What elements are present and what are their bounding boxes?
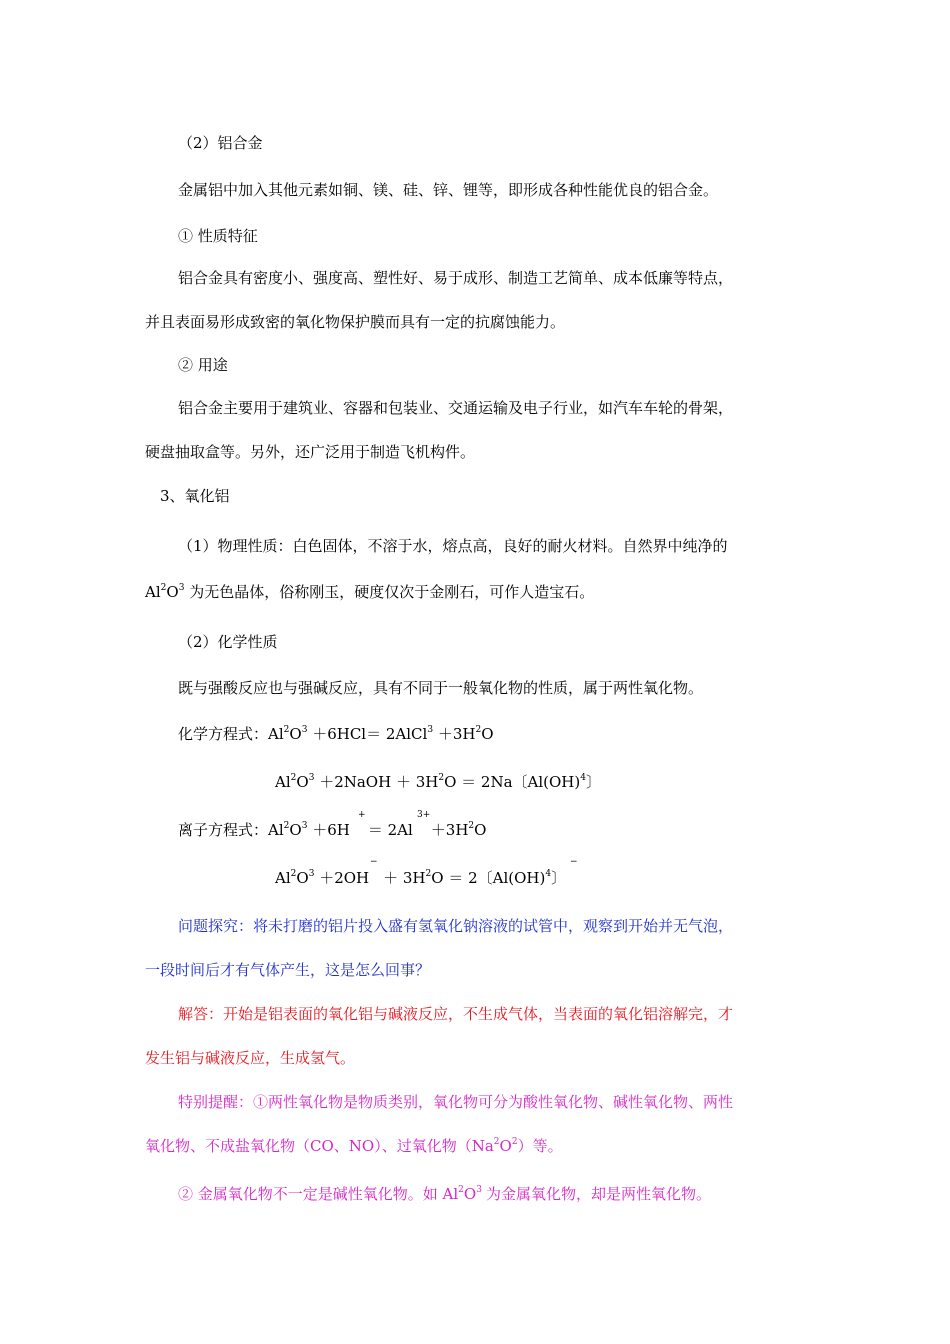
charge-al-3plus: 3+ [417, 810, 431, 820]
ionic-equation-2: $Al^2O^3 +2OH + 3H^2O = 2$〔Al(OH)$^4$〕 [275, 869, 567, 887]
paragraph-uses-1: 铝合金主要用于建筑业、容器和包装业、交通运输及电子行业，如汽车车轮的骨架， [178, 399, 734, 417]
paragraph-physical-1: （1）物理性质：白色固体，不溶于水，熔点高，良好的耐火材料。自然界中纯净的 [178, 537, 728, 555]
chemical-equation-1: 化学方程式：$Al^2O^3 +6HCl=$ 2AlCl$^3$ $+3H^2O$ [178, 725, 494, 743]
formula-al2o3: $Al^2O^3$ [145, 583, 185, 601]
paragraph-physical-2: $Al^2O^3$ 为无色晶体，俗称刚玉，硬度仅次于金刚石，可作人造宝石。 [145, 583, 595, 601]
question-line-2: 一段时间后才有气体产生，这是怎么回事？ [145, 961, 431, 979]
charge-oh-minus: − [370, 857, 378, 867]
heading-properties: ① 性质特征 [178, 227, 258, 245]
note-line-1: 特别提醒：①两性氧化物是物质类别，氧化物可分为酸性氧化物、碱性氧化物、两性 [178, 1093, 734, 1111]
ionic-equation-1: 离子方程式：$Al^2O^3 +6H = 2Al +3H^2O$ [178, 821, 487, 839]
note-line-3: ② 金属氧化物不一定是碱性氧化物。如 $Al^2O^3$ 为金属氧化物，却是两性氧化物。 [178, 1185, 711, 1203]
heading-uses: ② 用途 [178, 356, 228, 374]
answer-line-2: 发生铝与碱液反应，生成氢气。 [145, 1049, 356, 1067]
note-line-2: 氧化物、不成盐氧化物（CO、NO）、过氧化物$(Na^2O^2)$等。 [145, 1137, 563, 1155]
heading-chemical: （2）化学性质 [178, 633, 278, 651]
paragraph-alloy-intro: 金属铝中加入其他元素如铜、镁、硅、锌、锂等，即形成各种性能优良的铝合金。 [178, 181, 719, 199]
charge-h-plus: + [358, 810, 366, 820]
chemical-equation-2: $Al^2O^3$ ＋2NaOH ＋ $3H^2O = 2Na$〔Al(OH)$^4$〕 [275, 773, 601, 791]
question-line-1: 问题探究：将未打磨的铝片投入盛有氢氧化钠溶液的试管中，观察到开始并无气泡， [178, 917, 734, 935]
heading-aluminum-alloy: （2）铝合金 [178, 134, 263, 152]
answer-line-1: 解答：开始是铝表面的氧化铝与碱液反应，不生成气体，当表面的氧化铝溶解完，才 [178, 1005, 734, 1023]
paragraph-properties-1: 铝合金具有密度小、强度高、塑性好、易于成形、制造工艺简单、成本低廉等特点， [178, 269, 734, 287]
heading-aluminum-oxide: 3、氧化铝 [160, 487, 230, 505]
paragraph-uses-2: 硬盘抽取盒等。另外，还广泛用于制造飞机构件。 [145, 443, 476, 461]
paragraph-chemical: 既与强酸反应也与强碱反应，具有不同于一般氧化物的性质，属于两性氧化物。 [178, 679, 704, 697]
charge-complex-minus: − [570, 857, 578, 867]
paragraph-properties-2: 并且表面易形成致密的氧化物保护膜而具有一定的抗腐蚀能力。 [145, 313, 566, 331]
